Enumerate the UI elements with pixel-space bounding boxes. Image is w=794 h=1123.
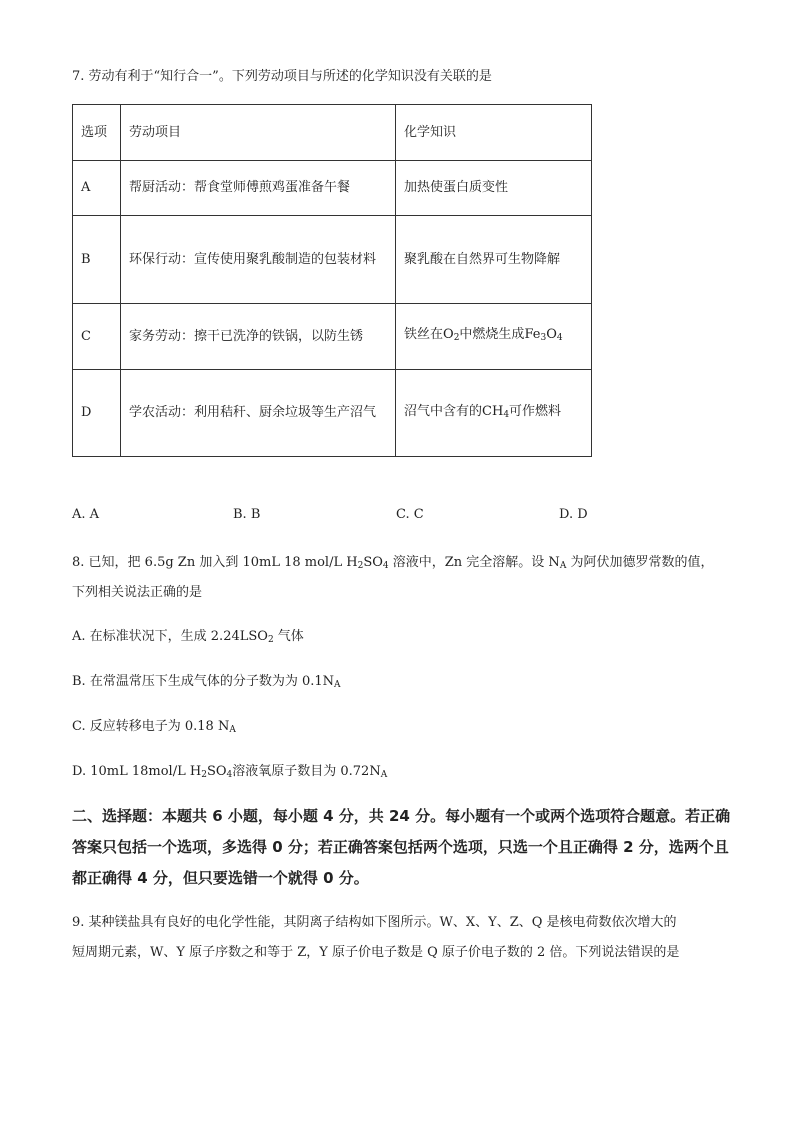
row-labor: 帮厨活动：帮食堂师傅煎鸡蛋准备午餐 xyxy=(121,161,396,216)
q8-option-a: A. 在标准状况下，生成 $2.24LSO_2$ 气体 xyxy=(72,629,304,645)
q7-option-a: A. A xyxy=(72,507,100,522)
table-row xyxy=(73,161,592,216)
table-row xyxy=(73,216,592,304)
table-row xyxy=(73,370,592,457)
q8-option-b: B. 在常温常压下生成气体的分子数为为 $0.1N_A$ xyxy=(72,674,341,690)
q7-option-c: C. C xyxy=(396,507,424,522)
q8-stem-line1: 8. 已知，把 6.5g Zn 加入到 10mL 18 mol/L $H_2SO_4$ 溶液中，Zn 完全溶解。设 $N_A$ 为阿伏加德罗常数的值， xyxy=(72,555,714,571)
header-knowledge: 化学知识 xyxy=(396,105,592,161)
row-labor: 家务劳动：擦干已洗净的铁锅，以防生锈 xyxy=(121,304,396,370)
row-option: B xyxy=(73,216,121,304)
row-option: C xyxy=(73,304,121,370)
q8-option-d: D. 10mL 18mol/L $H_2SO_4$溶液氧原子数目为 $0.72N_A$ xyxy=(72,764,388,780)
q8-option-c: C. 反应转移电子为 0.18 $N_A$ xyxy=(72,719,236,735)
q8-stem-line2: 下列相关说法正确的是 xyxy=(72,585,203,600)
row-labor: 环保行动：宣传使用聚乳酸制造的包装材料 xyxy=(121,216,396,304)
row-option: A xyxy=(73,161,121,216)
table-row xyxy=(73,304,592,370)
row-knowledge: 加热使蛋白质变性 xyxy=(396,161,592,216)
row-knowledge: 聚乳酸在自然界可生物降解 xyxy=(396,216,592,304)
q7-option-d: D. D xyxy=(559,507,588,522)
q7-option-b: B. B xyxy=(233,507,261,522)
header-labor: 劳动项目 xyxy=(121,105,396,161)
header-option: 选项 xyxy=(73,105,121,161)
q9-line1: 9. 某种镁盐具有良好的电化学性能，其阴离子结构如下图所示。W、X、Y、Z、Q 是核电荷数依次增大的 xyxy=(72,915,677,930)
section-2-heading: 二、选择题：本题共 6 小题，每小题 4 分，共 24 分。每小题有一个或两个选项符合题意。若正确答案只包括一个选项，多选得 0 分；若正确答案包括两个选项，只选一个且正确得 2 分，选两个且都正确得 4 分，但只要选错一个就得 0 分。 xyxy=(72,807,731,887)
q9-line2: 短周期元素，W、Y 原子序数之和等于 Z，Y 原子价电子数是 Q 原子价电子数的 2 倍。下列说法错误的是 xyxy=(72,945,680,960)
q7-stem: 7. 劳动有利于“知行合一”。下列劳动项目与所述的化学知识没有关联的是 xyxy=(72,69,492,84)
row-option: D xyxy=(73,370,121,457)
row-knowledge: 沼气中含有的$CH_4$可作燃料 xyxy=(396,370,592,457)
table-header-row xyxy=(73,105,592,161)
q7-table xyxy=(72,104,592,457)
row-knowledge: 铁丝在$O_2$中燃烧生成$Fe_3O_4$ xyxy=(396,304,592,370)
row-labor: 学农活动：利用秸秆、厨余垃圾等生产沼气 xyxy=(121,370,396,457)
